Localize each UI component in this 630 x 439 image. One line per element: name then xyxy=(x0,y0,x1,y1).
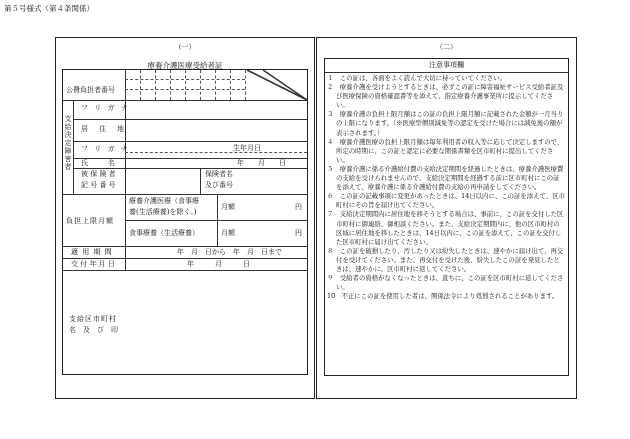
furigana-label-1: フ リ ガ ナ xyxy=(81,104,130,112)
note-item: ６ この証の記載事項に変更があったときは、14日以内に、この証を添えて、区市町村にその旨を届け出てください。 xyxy=(327,192,566,210)
certified-disabled-person-label: 支給決定障害者 xyxy=(64,115,72,171)
notes-title: 注意事項欄 xyxy=(429,61,464,69)
municipality-label-2: 名 及 び 印 xyxy=(69,326,118,334)
birth-date-label: 生年月日 xyxy=(233,144,261,152)
monthly-limit-label: 負担上限月額 xyxy=(66,217,114,225)
note-item: ８ この証を破損したり、汚したり又は紛失したときは、速やかに届け出て、再交付を受けてください。また、再交付を受けた後、紛失したこの証を発見したときは、速やかに、区市町村に返してください。 xyxy=(327,246,564,273)
period-value: 年 月 日から 年 月 日まで xyxy=(177,248,282,256)
recipient-card-table xyxy=(62,69,308,375)
note-item: ４ 療養介護医療の負担上限月額は毎年利用者の収入等に応じて決定しますので、所定の時期に、この証と認定に必要な関係書類を区市町村に提出してください。 xyxy=(327,137,564,164)
yen-label-2: 円 xyxy=(295,229,302,237)
right-section-mark: （二） xyxy=(436,43,457,51)
note-item: ５ 療養介護に係る介護給付費の支給決定期間を経過したときは、療養介護医療費の支給を受けられませんので、支給決定期間を経過する前に区市町村にこの証を添えて、療養介護に係る介護給付費の支給の再申請をしてください。 xyxy=(327,164,564,192)
issue-date-label: 交 付 年 月 日 xyxy=(71,260,115,268)
notes-list xyxy=(327,74,565,301)
birth-date-value: 年 月 日 xyxy=(237,159,286,167)
monthly-label-1: 月額 xyxy=(221,203,235,211)
municipality-label-1: 支給区市町村 xyxy=(69,315,117,323)
insured-number-label-2: 記 号 番 号 xyxy=(81,181,116,189)
yen-label-1: 円 xyxy=(295,203,302,211)
form-number: 第５号様式（第４条関係） xyxy=(4,4,94,13)
meal-care-label: 食事療養（生活療養） xyxy=(129,229,199,237)
care-medical-label-1: 療養介護医療（食事療 xyxy=(129,197,199,205)
address-label: 居 住 地 xyxy=(81,125,126,133)
note-item: 10 不正にこの証を使用した者は、関係法令により処罰されることがあります。 xyxy=(327,292,559,301)
monthly-label-2: 月額 xyxy=(221,229,235,237)
card-title: 療養介護医療受給者証 xyxy=(147,61,223,70)
insurer-label-2: 及び番号 xyxy=(205,181,233,189)
name-label: 氏 名 xyxy=(81,159,117,167)
period-label: 適 用 期 間 xyxy=(71,248,113,256)
public-payer-number-label: 公費負担者番号 xyxy=(66,86,115,94)
left-section-mark: （一） xyxy=(174,43,196,51)
insurer-label-1: 保険者名 xyxy=(205,170,233,178)
insured-number-label-1: 被 保 険 者 xyxy=(81,170,116,178)
care-medical-label-2: 養(生活療養)を除く。) xyxy=(129,208,197,216)
note-item: ９ 受給者の資格がなくなったときは、直ちに、この証を区市町村に返してください。 xyxy=(327,274,564,292)
note-item: ３ 療養介護の負担上限月額はこの証の負担上限月額に記載された金額が一月当りの上限になります。（※医療型個別減免等の認定を受けた場合には減免後の額が表示されます。） xyxy=(327,110,564,137)
note-item: ７ 支給決定期間内に居住地を移そうとする場合は、事前に、この証を交付した区市町村に御連絡、御相談ください。また、支給決定期間内に、他の区市町村の区域に居住地を移したときは、14日以内に、この証を添えて、この証を交付した区市町村に届け出てください。 xyxy=(327,210,564,246)
note-item: ２ 療養介護を受けようとするときは、必ずこの証に障害福祉サービス受給者証及び医療保険の資格確認書等を添えて、指定療養介護事業所に提示してください。 xyxy=(327,83,564,110)
note-item: １ この証は、各面をよく読んで大切に持っていてください。 xyxy=(327,74,506,82)
furigana-label-2: フ リ ガ ナ xyxy=(81,145,130,153)
issue-date-value: 年 月 日 xyxy=(187,260,250,268)
